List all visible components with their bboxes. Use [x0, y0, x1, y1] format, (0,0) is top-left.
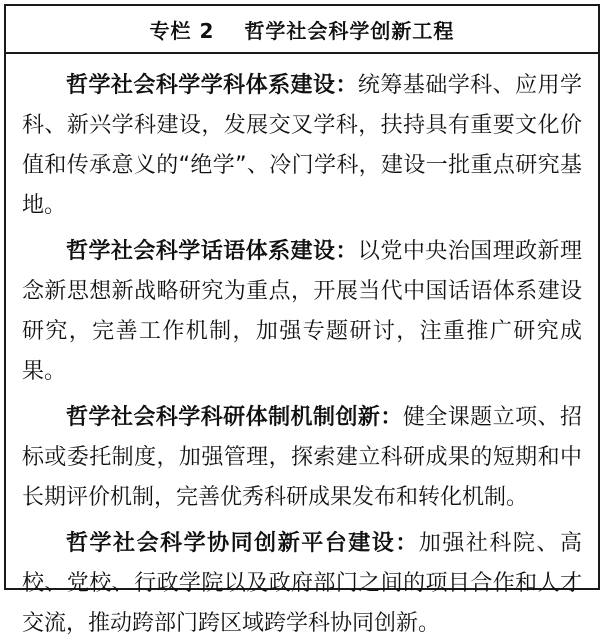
- paragraph-lead: 哲学社会科学协同创新平台建设：: [66, 531, 419, 556]
- paragraph-discipline-system: [22, 66, 582, 226]
- box-header: [6, 6, 598, 54]
- box-title: 哲学社会科学创新工程: [244, 18, 455, 43]
- paragraph-lead: 哲学社会科学科研体制机制创新：: [66, 405, 403, 430]
- paragraph-lead: 哲学社会科学学科体系建设：: [66, 73, 358, 98]
- paragraph-lead: 哲学社会科学话语体系建设：: [66, 239, 358, 264]
- paragraph-research-mechanism: [22, 398, 582, 518]
- box-content: [6, 54, 598, 644]
- paragraph-text: 健全课题立项、招标或委托制度，加强管理，探索建立科研成果的短期和中长期评价机制，完善优秀科研成果发布和转化机制。: [22, 405, 582, 510]
- paragraph-discourse-system: [22, 232, 582, 392]
- paragraph-collaborative-platform: [22, 524, 582, 644]
- paragraph-text: 加强社科院、高校、党校、行政学院以及政府部门之间的项目合作和人才交流，推动跨部门跨区域跨学科协同创新。: [22, 531, 582, 636]
- column-box: [4, 4, 600, 636]
- box-label: 专栏 2: [149, 18, 215, 43]
- paragraph-text: 统筹基础学科、应用学科、新兴学科建设，发展交叉学科，扶持具有重要文化价值和传承意义的“绝学”、冷门学科，建设一批重点研究基地。: [22, 73, 582, 218]
- paragraph-text: 以党中央治国理政新理念新思想新战略研究为重点，开展当代中国话语体系建设研究，完善工作机制，加强专题研讨，注重推广研究成果。: [22, 239, 582, 384]
